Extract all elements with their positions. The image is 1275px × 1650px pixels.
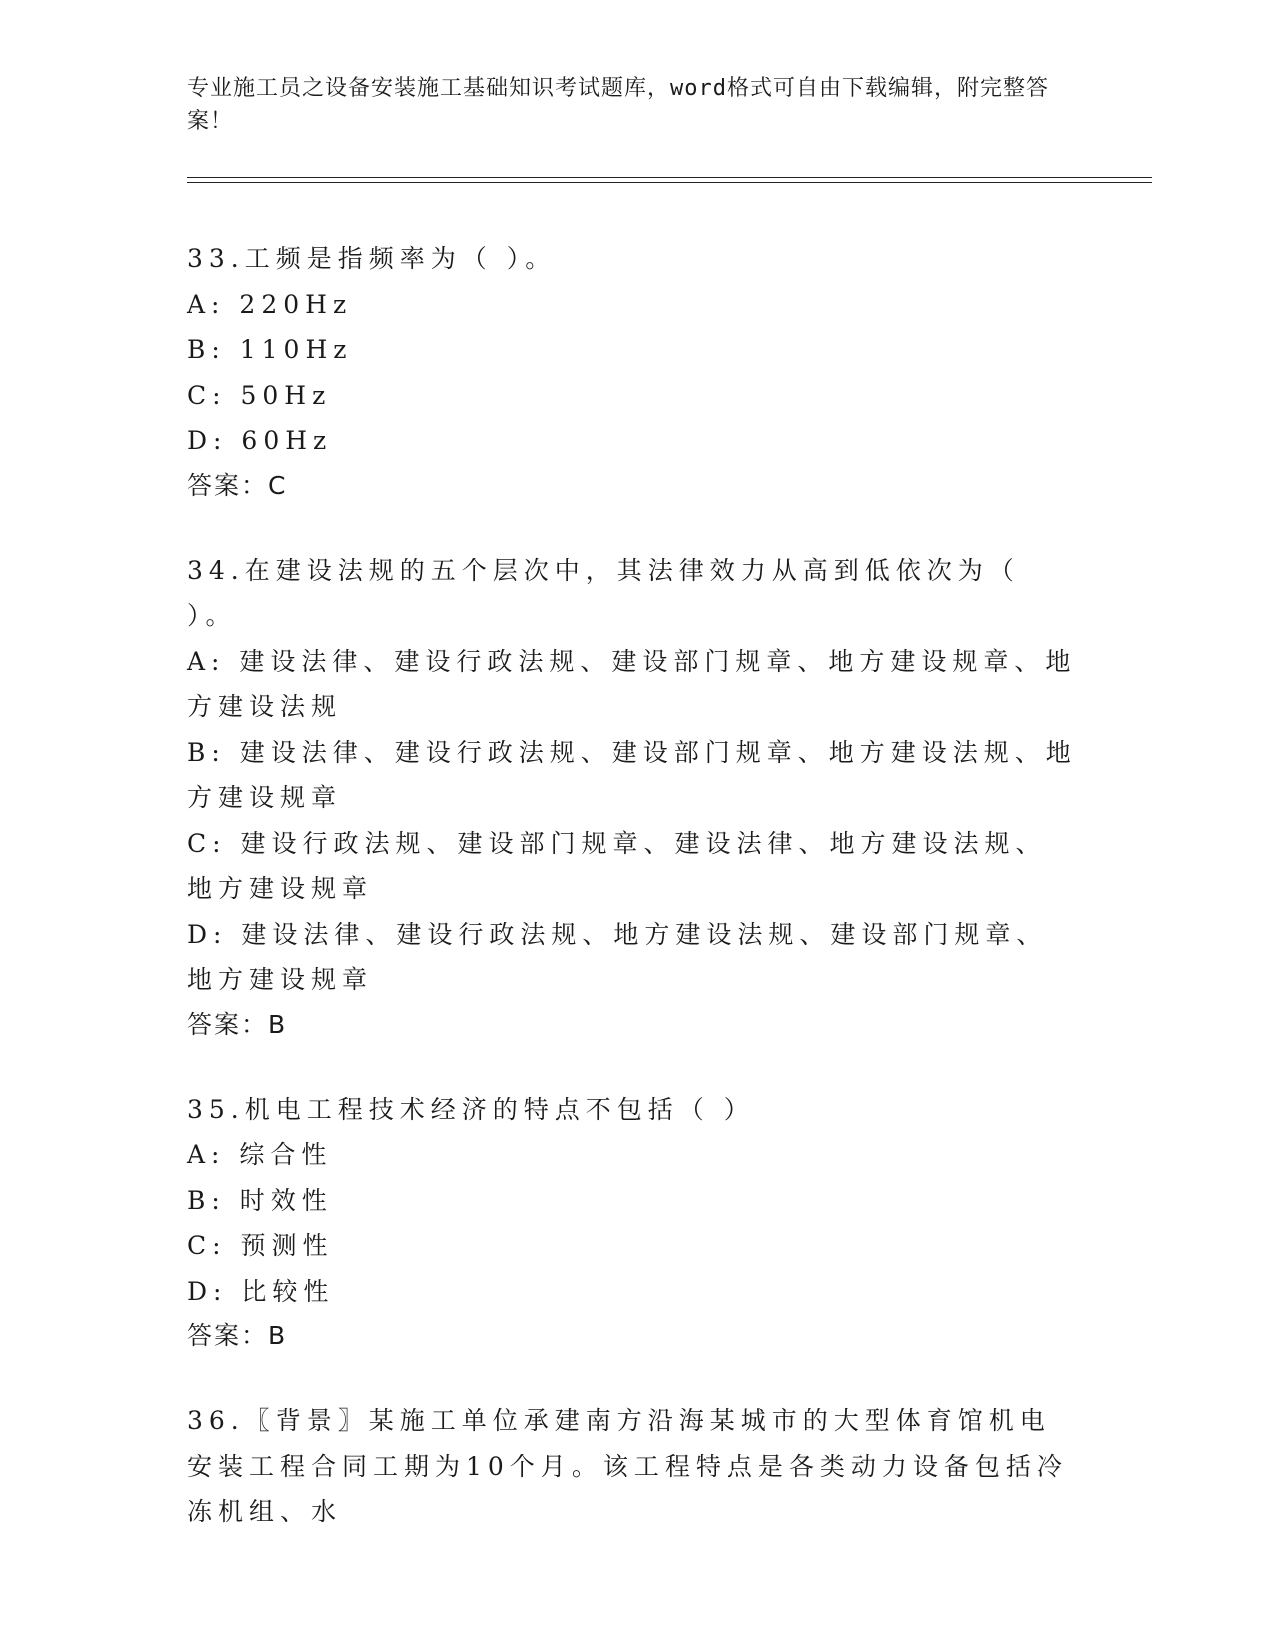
question-36 — [187, 1398, 1077, 1535]
header-divider-bottom — [187, 182, 1152, 183]
option-b: B: 时效性 — [187, 1185, 333, 1215]
document-header — [187, 72, 1067, 138]
question-35 — [187, 1087, 1077, 1359]
option-d: D: 建设法律、建设行政法规、地方建设法规、建设部门规章、地方建设规章 — [187, 919, 1048, 994]
option-a: A: 建设法律、建设行政法规、建设部门规章、地方建设规章、地方建设法规 — [187, 646, 1077, 721]
answer: 答案：B — [187, 1321, 288, 1350]
question-stem: 34.在建设法规的五个层次中，其法律效力从高到低依次为（ ）。 — [187, 555, 1020, 630]
option-c: C: 建设行政法规、建设部门规章、建设法律、地方建设法规、地方建设规章 — [187, 828, 1047, 903]
question-stem: 35.机电工程技术经济的特点不包括（ ） — [187, 1094, 755, 1124]
option-d: D: 比较性 — [187, 1276, 335, 1306]
option-b: B: 110Hz — [187, 335, 353, 364]
option-d: D: 60Hz — [187, 426, 333, 455]
question-stem: 33.工频是指频率为（ ）。 — [187, 244, 557, 273]
option-c: C: 50Hz — [187, 380, 332, 410]
header-text: 专业施工员之设备安装施工基础知识考试题库，word格式可自由下载编辑，附完整答案！ — [187, 76, 1049, 134]
question-list — [187, 236, 1077, 1575]
header-divider-top — [187, 177, 1152, 178]
question-34 — [187, 548, 1077, 1047]
answer: 答案：C — [187, 470, 288, 500]
answer: 答案：B — [187, 1009, 288, 1039]
option-a: A: 综合性 — [187, 1140, 333, 1169]
option-c: C: 预测性 — [187, 1231, 334, 1260]
question-33 — [187, 236, 1077, 508]
question-stem: 36.〖背景〗某施工单位承建南方沿海某城市的大型体育馆机电安装工程合同工期为10个月。该工程特点是各类动力设备包括冷冻机组、水 — [187, 1406, 1068, 1526]
option-a: A: 220Hz — [187, 289, 353, 319]
option-b: B: 建设法律、建设行政法规、建设部门规章、地方建设法规、地方建设规章 — [187, 737, 1077, 812]
